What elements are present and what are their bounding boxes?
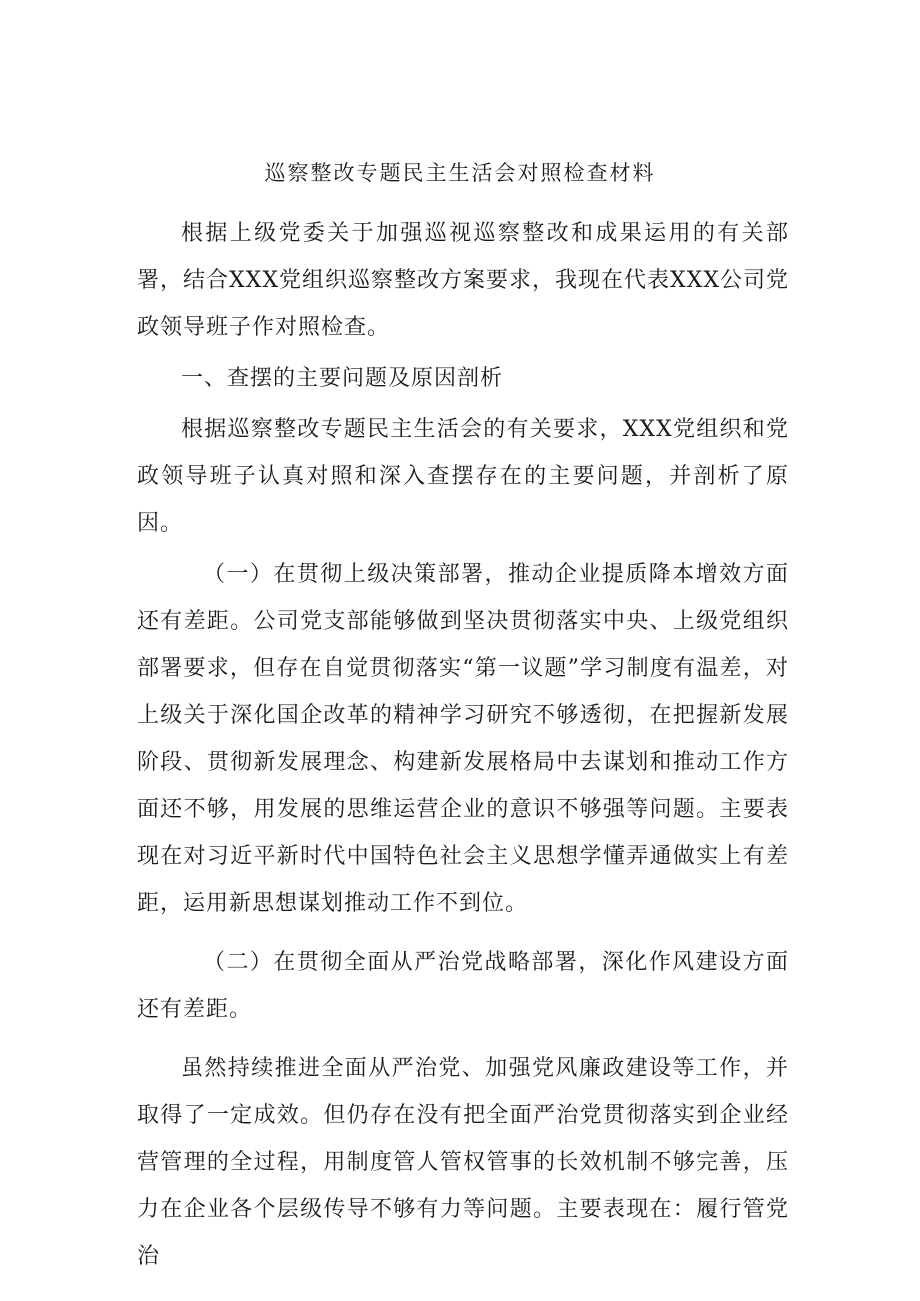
document-body <box>137 210 789 1280</box>
document-title: 巡察整改专题民主生活会对照检查材料 <box>264 161 656 185</box>
intro-paragraph: 根据上级党委关于加强巡视巡察整改和成果运用的有关部署，结合XXX党组织巡察整改方案要求，我现在代表XXX公司党政领导班子作对照检查。 <box>137 221 789 340</box>
issue-two-heading: （二）在贯彻全面从严治党战略部署，深化作风建设方面还有差距。 <box>137 950 789 1022</box>
section-intro-paragraph: 根据巡察整改专题民主生活会的有关要求，XXX党组织和党政领导班子认真对照和深入查摆存在的主要问题，并剖析了原因。 <box>137 417 789 536</box>
issue-one-paragraph: （一）在贯彻上级决策部署，推动企业提质降本增效方面还有差距。公司党支部能够做到坚决贯彻落实中央、上级党组织部署要求，但存在自觉贯彻落实“第一议题”学习制度有温差，对上级关于深化国企改革的精神学习研究不够透彻，在把握新发展阶段、贯彻新发展理念、构建新发展格局中去谋划和推动工作方面还不够，用发展的思维运营企业的意识不够强等问题。主要表现在对习近平新时代中国特色社会主义思想学懂弄通做实上有差距，运用新思想谋划推动工作不到位。 <box>137 562 789 916</box>
issue-two-paragraph: 虽然持续推进全面从严治党、加强党风廉政建设等工作，并取得了一定成效。但仍存在没有把全面严治党贯彻落实到企业经营管理的全过程，用制度管人管权管事的长效机制不够完善，压力在企业各个层级传导不够有力等问题。主要表现在：履行管党治 <box>137 1056 789 1269</box>
section-heading: 一、查摆的主要问题及原因剖析 <box>181 366 504 391</box>
